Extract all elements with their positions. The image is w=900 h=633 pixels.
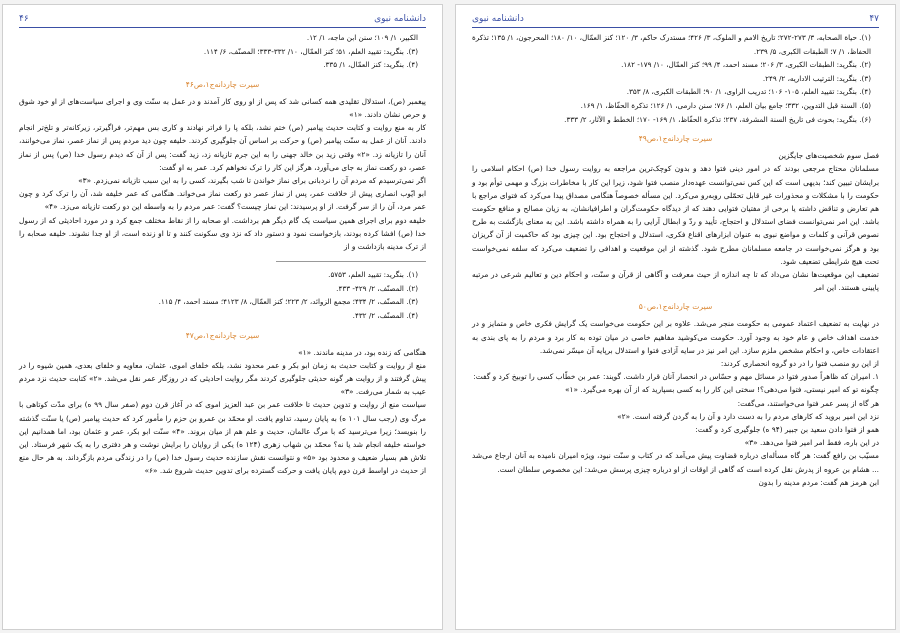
paragraph: پیغمبر (ص)، استدلال تقلیدی همه کسانی شد که پس از او روی کار آمدند و در عمل به سنّت وی و اجرای سیاست‌های از او خود شوق و حرص نشان دادند. «۱» [19, 96, 426, 119]
footnote: (۳). بنگرید: الترتیب الاداریه، ۲/ ۲۴۹. [762, 73, 871, 83]
paragraph: ابو ایّوب انصاری پیش از خلافت عمر، پس از نماز عصر دو رکعت نماز می‌خواند. هنگامی که عمر خلیفه شد، آن را ترک کرد و چون عمر مرد، آن را از سر گرفت. از او پرسیدند: این نماز چیست؟ گفت: عمر مردم را به واسطه این دو رکعت تازیانه می‌زد. «۴» [19, 189, 426, 212]
page-right [455, 4, 896, 630]
paragraph: ابن هرمز هم گفت: مردم مدینه را بدون [758, 477, 879, 487]
footnote-separator [276, 261, 426, 262]
page-body [19, 31, 426, 625]
footnote: (۲). بنگرید: الطبقات الکبری، ۳/ ۲۰۶؛ مسند احمد، ۴/ ۹۹؛ کنز العمّال، ۱۰/ ۱۷۹- ۱۸۲. [621, 60, 871, 70]
running-title: دانشنامه نبوی [374, 14, 426, 24]
paragraph: سیاست منع از روایت و تدوین حدیث تا خلافت عمر بن عبد العزیز اموی که در آغاز قرن دوم (صفر سال ۹۹ ه) برای مدّت کوتاهی با مرگ وی (رجب سال ۱۰۱ ه) به پایان رسید، تداوم یافت. او محمّد بن عمرو بن حزم را مأمور کرد که حدیث پیامبر (ص) یا سنّت گذشته را بنویسد؛ زیرا می‌ترسید که با مرگ عالمان، حدیث و علم هم از میان بروند. «۴» سنّت ابو بکر، عمر و عثمان بود، اما همدانیم این خواسته خلیفه انجام شد یا نه؟ محمّد بن شهاب زهری (۱۲۴ ه) یکی از روایان را برایش نوشت و هر دفتری را به یک شهر فرستاد. این تلاش هم بسیار ضعیف و محدود بود «۵» و نتوانست نقش سازنده حدیث رسول خدا (ص) را در زندگی مردم بازگرداند. به هر حال منع از حدیث در اواسط قرن دوم پایان یافت و حرکت گسترده برای تدوین حدیث شروع شد. «۶» [19, 400, 426, 476]
section-heading: سیرت چاردانه‌ج۱،ص۴۶ [185, 79, 260, 89]
running-title: دانشنامه نبوی [472, 14, 524, 24]
paragraph: در نهایت به تضعیف اعتماد عمومی به حکومت منجر می‌شد. علاوه بر این حکومت می‌خواست یک گرایش فکری خاص و متمایز و در خدمت اهداف خاص و عام خود به وجود آورد. حکومت می‌کوشید مفاهیم خاصی در میان توده به کار برد و مردم را به پای بندی به اعتقادات خاص، و احکام مشخص ملزم سازد. این امر نیز در سایه آزادی فتوا و استدلال برپایه آن میسّر نمی‌شد. [472, 319, 879, 355]
footnote: (۱). حیاة الصحابه، ۳/ ۲۷۳-۲۷۲؛ تاریخ الامم و الملوک، ۳/ ۴۲۶؛ مستدرک حاکم، ۳/ ۱۲۰؛ کنز العمّال، ۱۰/ ۱۸۰؛ المحرجون، ۱/ ۱۳۵؛ تذکرة الحفاظ، ۱/ ۷؛ الطبقات الکبری، ۵/ ۲۳۹. [472, 33, 871, 56]
footnote: (۴). بنگرید: کنز العمّال، ۱/ ۳۳۵. [323, 60, 418, 70]
paragraph: در این باره، فقط امر امیر فتوا می‌دهد. «۳» [744, 438, 879, 448]
paragraph: کار به منع روایت و کتابت حدیث پیامبر (ص) ختم نشد، بلکه پا را فراتر نهادند و کاری بس مهم‌تر، فراگیرتر، زیرکانه‌تر و تلخ‌تر انجام دادند. آنان از عمل به سنّت پیامبر (ص) و حرکت بر اساس آن جلوگیری کردند. خلیفه چون دید مردم پس از نماز عصر، نماز می‌خوانند، آنان را تازیانه زد. «۲» وقتی زید بن خالد جهنی را به این جرم تازیانه زد، زید گفت: پس از آن که دیدم رسول خدا (ص) پس از نماز عصر، دو رکعت نماز به جای می‌آورد، هرگز این کار را ترک نخواهم کرد. عمر به او گفت: [19, 123, 426, 172]
chapter-title: فصل سوم شخصیت‌های جایگزین [778, 151, 879, 161]
paragraph: نزد این امیر بروید که کارهای مردم را به دست دارد و آن را به گردن گرفته است. «۲» [617, 411, 879, 421]
paragraph: تضعیف این موقعیت‌ها نشان می‌داد که تا چه اندازه از حیث معرفت و آگاهی از قرآن و سنّت، و احکام دین و تعالیم شرعی در مرتبه پایینی هستند. این امر [472, 269, 879, 293]
paragraph: چگونه تو که امیر نیستی، فتوا می‌دهی؟! سختی این کار را به کسی بسپارید که از آن بهره می‌گیرد. «۱» [564, 385, 879, 395]
paragraph: اگر نمی‌ترسیدم که مردم آن را نردبانی برای نماز خواندن تا شب بگیرند، کسی را به این سبب تازیانه نمی‌زدم. «۳» [78, 176, 426, 185]
paragraph: هنگامی که زنده بود، در مدینه ماندند. «۱» [298, 347, 426, 357]
footnote: (۲). المصنّف، ۲/ ۴۲۹- ۴۳۳. [336, 283, 418, 293]
section-heading: سیرت چاردانه‌ج۱،ص۴۹ [638, 134, 713, 144]
footnote: (۶). بنگرید: بحوث فی تاریخ السنة المشرفة، ۲۳۷؛ تذکرة الحفّاظ، ۱/ ۱۶۹- ۱۷۰؛ الخطط و الآثار، ۲/ ۳۳۳. [564, 114, 871, 124]
paragraph: ۱. امیران که ظاهراً صدور فتوا در مسائل مهم و حسّاس در انحصار آنان قرار داشت. گویند: عمر بن خطّاب کسی را توبیخ کرد و گفت: [473, 372, 879, 382]
section-heading: سیرت چاردانه‌ج۱،ص۴۷ [185, 330, 260, 340]
page-header [19, 13, 426, 28]
paragraph: منع از روایت و کتابت حدیث به زمان ابو بکر و عمر محدود نشد، بلکه خلفای اموی، عثمان، معاویه و خلفای بعدی، همین شیوه را در پیش گرفتند و از روایت هر گونه حدیثی جلوگیری کردند مگر روایت احادیثی که در روزگار عمر نقل می‌شد. «۲» کتابت حدیث نزد مردم عیب به شمار می‌رفت. «۳» [19, 360, 426, 397]
footnote: الکبیر، ۱/ ۱۰۹؛ سنن ابن ماجه، ۱/ ۱۲. [306, 33, 418, 42]
paragraph: مسلمانان محتاج مرجعی بودند که در امور دینی فتوا دهد و بدون کوچک‌ترین مراجعه به روایت رسول خدا (ص) احکام اسلامی را برایشان تبیین کند؛ بدیهی است که این کس نمی‌توانست عهده‌دار منصب فتوا شود، زیرا این کار با مخاطرات بزرگ و مهمی توأم بود و حکومت را با مشکلات و محذورات غیر قابل تحمّلی روبه‌رو می‌کرد. این مسأله خصوصاً هنگامی مصداق پیدا می‌کرد که فتوای مراجع با هم تعارض و تناقض داشته یا برخی از مفتیان فتوایی دهند که از دیدگاه حکومت‌گران و اطرافیانشان، به زیان مصالح و منافع حکومت باشد. این امر نمی‌توانست فضای استدلال و احتجاج، تأیید و ردّ و ابطال آرایی را به همراه داشته باشد. این به معنای بازگشت به طرح نصوص قرآنی و کلمات و مواضع نبوی به عنوان ابزارهای اقناع فکری، استدلال و احتجاج بود. این چیزی بود که حاکمیت از آن گریزان بود و هرگز نمی‌خواست در جامعه مسلمانان مطرح شود. گذشته از این موقعیت و اهدافی را تضعیف می‌کرد که سلفه نمی‌خواست تحت هیچ شرایطی تضعیف شود. [472, 164, 879, 266]
paragraph: خلیفه دوم برای اجرای همین سیاست یک گام دیگر هم برداشت. او صحابه را از نقاط مختلف جمع کرد و در مورد احادیثی که از رسول خدا (ص) افشا کرده بودند، بازخواست نمود و دستور داد که نزد وی سکونت کنند و تا او زنده است، از او جدا نشوند. خلیفه صحابه را از ترک مدینه بازداشت و از [19, 215, 426, 252]
section-heading: سیرت چاردانه‌ج۱،ص۵۰ [638, 302, 713, 312]
paragraph: از این رو منصب فتوا را در دو گروه انحصاری کردند: [720, 359, 879, 368]
footnote: (۴). بنگرید: تقیید العلم، ۱۰۵- ۱۰۶؛ تدریب الراوی، ۱/ ۹۰؛ الطبقات الکبری، ۸/ ۳۵۳. [626, 87, 871, 97]
footnote: (۴). المصنّف، ۲/ ۴۳۲. [352, 311, 418, 320]
page-body [472, 31, 879, 625]
paragraph: همو از فتوا دادن سعید بن جبیر (۹۴ ه) جلوگیری کرد و گفت: [695, 425, 879, 435]
page-header [472, 13, 879, 28]
footnote: (۵). السنة قبل التدوین، ۳۳۲؛ جامع بیان العلم، ۱/ ۷۶؛ سنن دارمی، ۱/ ۱۲۶؛ تذکرة الحفّاظ، ۱/ ۱۶۹. [580, 100, 871, 110]
page-number: ۴۶ [19, 14, 29, 24]
paragraph: مسیّب بن رافع گفت: هر گاه مسأله‌ای درباره قضاوت پیش می‌آمد که در کتاب و سنّت نبود، ویژه امیران نامیده به آنان ارجاع می‌شد ... هشام بن عروه از پدرش نقل کرده است که گاهی از اوقات از او درباره چیزی پرسش می‌شد: این مخصوص سلطان است. [472, 451, 879, 474]
footnote: (۳). بنگرید: تقیید العلم، ۵۱؛ کنز العمّال، ۱۰/ ۳۳۲-۳۳۳؛ المصنّف، ۶/ ۱۱۴. [203, 46, 418, 56]
page-number: ۴۷ [869, 14, 879, 24]
paragraph: هر گاه از پسر عمر فتوا می‌خواستند، می‌گفت: [737, 398, 879, 408]
footnote: (۳). المصنّف، ۲/ ۴۳۴؛ مجمع الزوائد، ۲/ ۲۲۳؛ کنز العمّال، ۸/ ۴۱۲۳؛ مسند احمد، ۴/ ۱۱۵. [158, 297, 418, 307]
page-left [2, 4, 443, 630]
footnote: (۱). بنگرید: تقیید العلم، ۵۷۵۳. [328, 270, 418, 280]
